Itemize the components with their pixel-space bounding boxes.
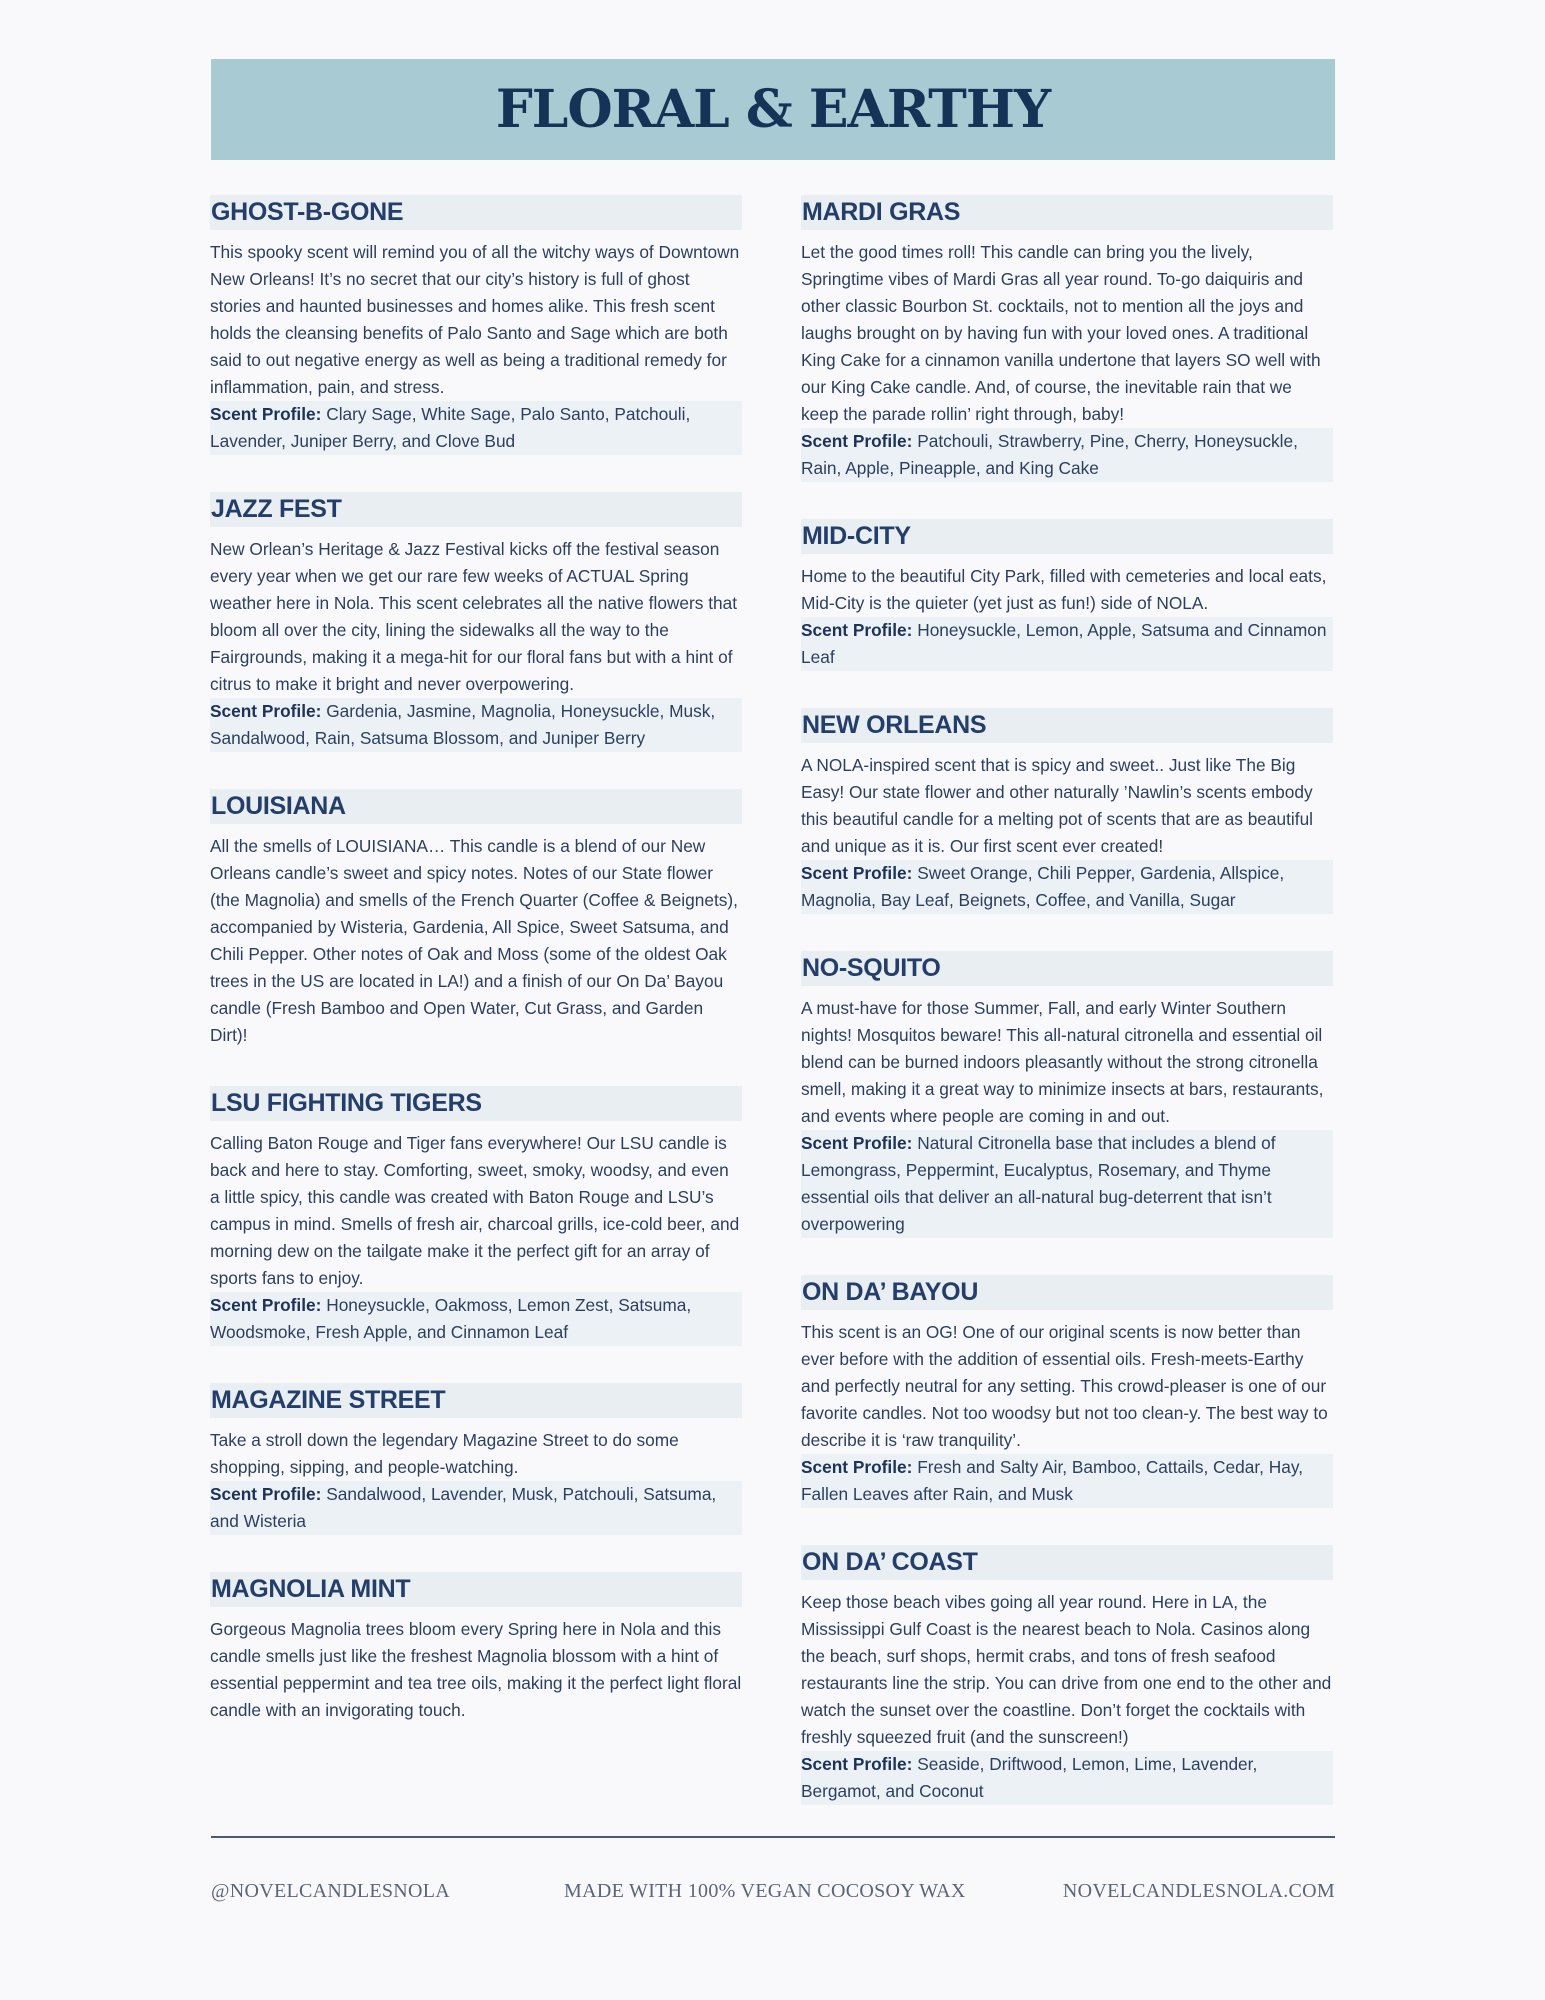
- scent-title: JAZZ FEST: [210, 492, 742, 527]
- scent-profile: [210, 1481, 742, 1535]
- footer-tagline: MADE WITH 100% VEGAN COCOSOY WAX: [564, 1880, 966, 1902]
- scent-description: All the smells of LOUISIANA… This candle is a blend of our New Orleans candle’s sweet and spicy notes. Notes of our State flower (the Magnolia) and smells of the French Quarter (Coffee & Beignets), accompanied by Wisteria, Gardenia, All Spice, Sweet Satsuma, and Chili Pepper. Other notes of Oak and Moss (some of the oldest Oak trees in the US are located in LA!) and a finish of our On Da’ Bayou candle (Fresh Bamboo and Open Water, Cut Grass, and Garden Dirt)!: [210, 836, 738, 1045]
- scent-description: A must-have for those Summer, Fall, and early Winter Southern nights! Mosquitos beware! This all-natural citronella and essential oil blend can be burned indoors pleasantly without the strong citronella smell, making it a great way to minimize insects at bars, restaurants, and events where people are coming in and out.: [801, 998, 1324, 1126]
- scent-profile-notes: Seaside, Driftwood, Lemon, Lime, Lavender, Bergamot, and Coconut: [801, 1754, 1258, 1801]
- scent-description: This spooky scent will remind you of all the witchy ways of Downtown New Orleans! It’s no secret that our city’s history is full of ghost stories and haunted businesses and homes alike. This fresh scent holds the cleansing benefits of Palo Santo and Sage which are both said to out negative energy as well as being a traditional remedy for inflammation, pain, and stress.: [210, 242, 740, 397]
- scent-section-magazine-street: [210, 1383, 742, 1535]
- scent-profile-label: Scent Profile:: [210, 1295, 322, 1315]
- scent-section-no-squito: [801, 951, 1333, 1238]
- scent-description: Let the good times roll! This candle can bring you the lively, Springtime vibes of Mardi Gras all year round. To-go daiquiris and other classic Bourbon St. cocktails, not to mention all the joys and laughs brought on by having fun with your loved ones. A traditional King Cake for a cinnamon vanilla undertone that layers SO well with our King Cake candle. And, of course, the inevitable rain that we keep the parade rollin’ right through, baby!: [801, 242, 1321, 424]
- scent-profile-notes: Clary Sage, White Sage, Palo Santo, Patchouli, Lavender, Juniper Berry, and Clove Bud: [210, 404, 691, 451]
- scent-section-on-da-bayou: [801, 1275, 1333, 1508]
- footer-divider: [211, 1836, 1335, 1838]
- scent-description: Calling Baton Rouge and Tiger fans everywhere! Our LSU candle is back and here to stay. Comforting, sweet, smoky, woodsy, and even a little spicy, this candle was created with Baton Rouge and LSU’s campus in mind. Smells of fresh air, charcoal grills, ice-cold beer, and morning dew on the tailgate make it the perfect gift for an array of sports fans to enjoy.: [210, 1133, 740, 1288]
- scent-profile-notes: Sandalwood, Lavender, Musk, Patchouli, Satsuma, and Wisteria: [210, 1484, 717, 1531]
- scent-section-mid-city: [801, 519, 1333, 671]
- page-title: FLORAL & EARTHY: [495, 79, 1051, 140]
- scent-profile: [801, 1130, 1333, 1238]
- scent-description: This scent is an OG! One of our original scents is now better than ever before with the addition of essential oils. Fresh-meets-Earthy and perfectly neutral for any setting. This crowd-pleaser is one of our favorite candles. Not too woodsy but not too clean-y. The best way to describe it is ‘raw tranquility’.: [801, 1322, 1328, 1450]
- scent-title: NO-SQUITO: [801, 951, 1333, 986]
- footer-website: NOVELCANDLESNOLA.COM: [1062, 1880, 1335, 1902]
- scent-title: LSU FIGHTING TIGERS: [210, 1086, 742, 1121]
- scent-title: MAGNOLIA MINT: [210, 1572, 742, 1607]
- scent-title: LOUISIANA: [210, 789, 742, 824]
- scent-section-louisiana: [210, 789, 742, 1049]
- scent-section-new-orleans: [801, 708, 1333, 914]
- scent-description: New Orlean’s Heritage & Jazz Festival kicks off the festival season every year when we get our rare few weeks of ACTUAL Spring weather here in Nola. This scent celebrates all the native flowers that bloom all over the city, lining the sidewalks all the way to the Fairgrounds, making it a mega-hit for our floral fans but with a hint of citrus to make it bright and never overpowering.: [210, 539, 738, 694]
- scent-description: Gorgeous Magnolia trees bloom every Spring here in Nola and this candle smells just like the freshest Magnolia blossom with a hint of essential peppermint and tea tree oils, making it the perfect light floral candle with an invigorating touch.: [210, 1619, 742, 1720]
- scent-profile-notes: Fresh and Salty Air, Bamboo, Cattails, Cedar, Hay, Fallen Leaves after Rain, and Musk: [801, 1457, 1304, 1504]
- scent-profile-label: Scent Profile:: [801, 1133, 913, 1153]
- scent-description: Take a stroll down the legendary Magazine Street to do some shopping, sipping, and people-watching.: [210, 1430, 679, 1477]
- scent-description: Keep those beach vibes going all year round. Here in LA, the Mississippi Gulf Coast is the nearest beach to Nola. Casinos along the beach, surf shops, hermit crabs, and tons of fresh seafood restaurants line the strip. You can drive from one end to the other and watch the sunset over the coastline. Don’t forget the cocktails with freshly squeezed fruit (and the sunscreen!): [801, 1592, 1332, 1747]
- title-banner: [211, 59, 1335, 160]
- scent-title: ON DA’ BAYOU: [801, 1275, 1333, 1310]
- scent-profile-label: Scent Profile:: [210, 1484, 322, 1504]
- scent-section-mardi-gras: [801, 195, 1333, 482]
- scent-description: A NOLA-inspired scent that is spicy and sweet.. Just like The Big Easy! Our state flower and other naturally ’Nawlin’s scents embody this beautiful candle for a melting pot of scents that are as beautiful and unique as it is. Our first scent ever created!: [801, 755, 1314, 856]
- scent-profile-label: Scent Profile:: [801, 863, 913, 883]
- scent-profile-label: Scent Profile:: [210, 701, 322, 721]
- scent-section-lsu-fighting-tigers: [210, 1086, 742, 1346]
- scent-profile: [210, 1292, 742, 1346]
- scent-profile-label: Scent Profile:: [801, 1457, 913, 1477]
- scent-title: GHOST-B-GONE: [210, 195, 742, 230]
- scent-profile-notes: Honeysuckle, Lemon, Apple, Satsuma and Cinnamon Leaf: [801, 620, 1327, 667]
- scent-title: MAGAZINE STREET: [210, 1383, 742, 1418]
- scent-profile-notes: Natural Citronella base that includes a blend of Lemongrass, Peppermint, Eucalyptus, Rosemary, and Thyme essential oils that deliver an all-natural bug-deterrent that isn’t overpowering: [801, 1133, 1276, 1234]
- scent-profile-label: Scent Profile:: [801, 1754, 913, 1774]
- scent-profile: [801, 860, 1333, 914]
- scent-profile: [801, 1751, 1333, 1805]
- scent-profile: [801, 428, 1333, 482]
- scent-profile-label: Scent Profile:: [210, 404, 322, 424]
- scent-profile: [210, 401, 742, 455]
- scent-profile-notes: Patchouli, Strawberry, Pine, Cherry, Honeysuckle, Rain, Apple, Pineapple, and King Cake: [801, 431, 1298, 478]
- scent-profile-label: Scent Profile:: [801, 620, 913, 640]
- scent-profile: [801, 617, 1333, 671]
- scent-profile-notes: Sweet Orange, Chili Pepper, Gardenia, Allspice, Magnolia, Bay Leaf, Beignets, Coffee, and Vanilla, Sugar: [801, 863, 1285, 910]
- left-column: [210, 195, 742, 1761]
- scent-section-ghost-b-gone: [210, 195, 742, 455]
- scent-section-on-da-coast: [801, 1545, 1333, 1805]
- scent-section-jazz-fest: [210, 492, 742, 752]
- scent-profile-notes: Honeysuckle, Oakmoss, Lemon Zest, Satsuma, Woodsmoke, Fresh Apple, and Cinnamon Leaf: [210, 1295, 692, 1342]
- scent-section-magnolia-mint: [210, 1572, 742, 1724]
- scent-title: NEW ORLEANS: [801, 708, 1333, 743]
- footer-instagram-handle: @NOVELCANDLESNOLA: [211, 1880, 451, 1902]
- scent-profile-notes: Gardenia, Jasmine, Magnolia, Honeysuckle, Musk, Sandalwood, Rain, Satsuma Blossom, and Juniper Berry: [210, 701, 716, 748]
- scent-profile-label: Scent Profile:: [801, 431, 913, 451]
- scent-profile: [801, 1454, 1333, 1508]
- scent-title: MID-CITY: [801, 519, 1333, 554]
- scent-profile: [210, 698, 742, 752]
- scent-description: Home to the beautiful City Park, filled with cemeteries and local eats, Mid-City is the quieter (yet just as fun!) side of NOLA.: [801, 566, 1327, 613]
- scent-title: ON DA’ COAST: [801, 1545, 1333, 1580]
- right-column: [801, 195, 1333, 1842]
- scent-title: MARDI GRAS: [801, 195, 1333, 230]
